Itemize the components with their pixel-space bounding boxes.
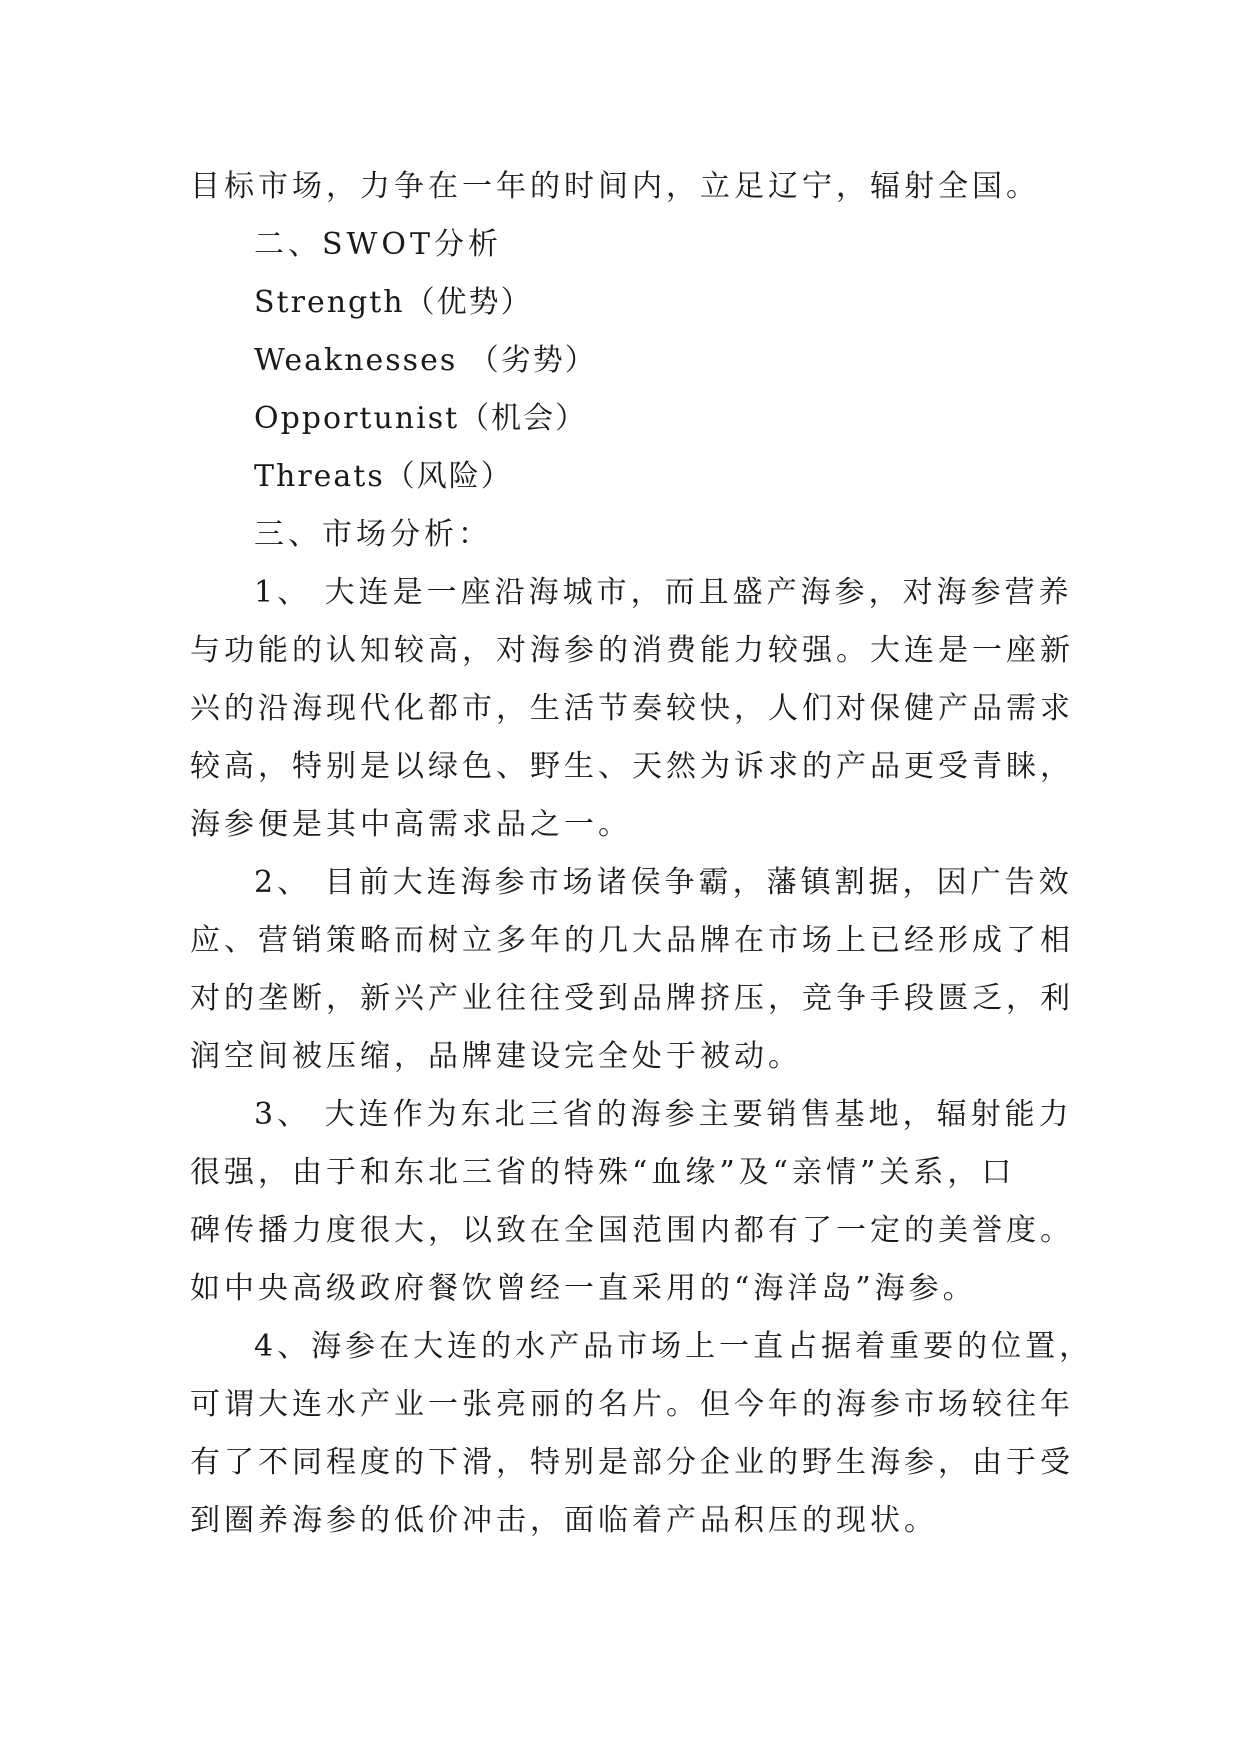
paragraph-line: 应、营销策略而树立多年的几大品牌在市场上已经形成了相 — [190, 923, 1074, 958]
paragraph-line: 海参便是其中高需求品之一。 — [190, 807, 632, 842]
swot-strength: Strength（优势） — [254, 285, 533, 320]
paragraph-line: 与功能的认知较高，对海参的消费能力较强。大连是一座新 — [190, 633, 1074, 668]
swot-opportunist: Opportunist（机会） — [254, 401, 588, 436]
paragraph-line: 如中央高级政府餐饮曾经一直采用的“海洋岛”海参。 — [190, 1271, 977, 1306]
paragraph-3 — [190, 1086, 1074, 1318]
paragraph-line: 到圈养海参的低价冲击，面临着产品积压的现状。 — [190, 1503, 938, 1538]
paragraph-line: 对的垄断，新兴产业往往受到品牌挤压，竞争手段匮乏，利 — [190, 981, 1074, 1016]
document-body — [190, 158, 1094, 1550]
paragraph-line: 2、 目前大连海参市场诸侯争霸，藩镇割据，因广告效 — [254, 865, 1073, 900]
paragraph-line: 1、 大连是一座沿海城市，而且盛产海参，对海参营养 — [254, 575, 1073, 610]
paragraph-2 — [190, 854, 1074, 1086]
paragraph-line: 兴的沿海现代化都市，生活节奏较快，人们对保健产品需求 — [190, 691, 1074, 726]
section-3-heading: 三、市场分析： — [254, 517, 492, 552]
paragraph-line: 有了不同程度的下滑，特别是部分企业的野生海参，由于受 — [190, 1445, 1074, 1480]
paragraph-line: 较高，特别是以绿色、野生、天然为诉求的产品更受青睐， — [190, 749, 1074, 784]
paragraph-4 — [190, 1318, 1094, 1550]
swot-weaknesses: Weaknesses （劣势） — [254, 343, 597, 378]
paragraph-line: 3、 大连作为东北三省的海参主要销售基地，辐射能力 — [254, 1097, 1073, 1132]
opening-line: 目标市场，力争在一年的时间内，立足辽宁，辐射全国。 — [190, 169, 1040, 204]
section-2-heading: 二、SWOT分析 — [254, 227, 502, 262]
paragraph-line: 4、海参在大连的水产品市场上一直占据着重要的位置， — [254, 1329, 1094, 1364]
paragraph-line: 可谓大连水产业一张亮丽的名片。但今年的海参市场较往年 — [190, 1387, 1074, 1422]
swot-threats: Threats（风险） — [254, 459, 513, 494]
paragraph-line: 润空间被压缩，品牌建设完全处于被动。 — [190, 1039, 802, 1074]
paragraph-line: 碑传播力度很大，以致在全国范围内都有了一定的美誉度。 — [190, 1213, 1074, 1248]
paragraph-line: 很强，由于和东北三省的特殊“血缘”及“亲情”关系，口 — [190, 1155, 1016, 1190]
paragraph-1 — [190, 564, 1074, 854]
